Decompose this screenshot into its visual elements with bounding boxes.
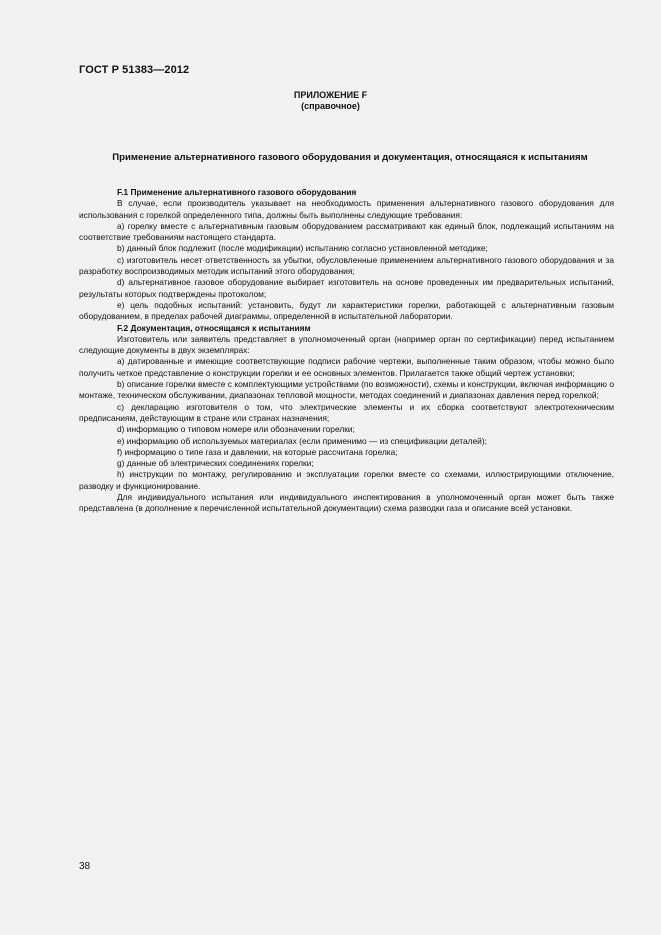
paragraph: с) декларацию изготовителя о том, что электрические элементы и их сборка соответствуют электротехническим предписаниям, действующим в стране или странах назначения; [79, 401, 614, 423]
paragraph: с) изготовитель несет ответственность за убытки, обусловленные применением альтернативного газового оборудования и за разработку воспроизводимых методик испытаний этого оборудования; [79, 254, 614, 277]
subsection-heading: F.1 Применение альтернативного газового оборудования [117, 187, 357, 197]
appendix-title: ПРИЛОЖЕНИЕ F [293, 90, 368, 100]
paragraph: е) цель подобных испытаний: установить, будут ли характеристики горелки, работающей с альтернативным газовым оборудованием, в пределах рабочей диаграммы, определенной в испытательной лаборатории. [79, 299, 614, 322]
paragraph: h) инструкции по монтажу, регулированию и эксплуатации горелки вместе со схемами, иллюстрирующими отключение, разводку и функционирование. [79, 469, 614, 491]
paragraph: Для индивидуального испытания или индивидуального инспектирования в уполномоченный орган может быть также представлена (в дополнение к перечисленной испытательной документации) схема разводки газа и описание всей установки. [79, 492, 614, 514]
paragraph: b) данный блок подлежит (после модификации) испытанию согласно установленной методике; [117, 243, 488, 254]
paragraph: а) датированные и имеющие соответствующие подписи рабочие чертежи, выполненные таким образом, чтобы можно было получить четкое представление о конструкции горелки и ее основных элементов. Прилагается также общий чертеж установки; [79, 356, 614, 378]
paragraph: g) данные об электрических соединениях горелки; [117, 458, 314, 469]
standard-header: ГОСТ Р 51383—2012 [79, 64, 190, 76]
paragraph: е) информацию об используемых материалах (если применимо — из спецификации деталей); [117, 435, 487, 446]
section-title: Применение альтернативного газового оборудования и документация, относящаяся к испытаниям [112, 152, 588, 163]
paragraph: b) описание горелки вместе с комплектующими устройствами (по возможности), схемы и конструкции, включая информацию о монтаже, техническом обслуживании, диапазонах тепловой мощности, методах соединений и диапазонах давления перед горелкой; [79, 379, 614, 401]
subsection-heading: F.2 Документация, относящаяся к испытаниям [117, 322, 311, 333]
page-number: 38 [79, 861, 91, 872]
appendix-subtitle: (справочное) [301, 101, 360, 111]
paragraph: Изготовитель или заявитель представляет в уполномоченный орган (например орган по сертификации) перед испытанием следующие документы в двух экземплярах: [79, 333, 614, 356]
paragraph: В случае, если производитель указывает на необходимость применения альтернативного газового оборудования для использования с горелкой определенного типа, должны быть выполнены следующие требования: [79, 198, 614, 220]
paragraph: f) информацию о типе газа и давлении, на которые рассчитана горелка; [117, 446, 398, 457]
paragraph: d) альтернативное газовое оборудование выбирает изготовитель на основе проведенных им предварительных испытаний, результаты которых подтверждены протоколом; [79, 277, 614, 299]
body-text [79, 187, 614, 515]
paragraph: d) информацию о типовом номере или обозначении горелки; [117, 424, 355, 435]
paragraph: а) горелку вместе с альтернативным газовым оборудованием рассматривают как единый блок, подлежащий испытаниям на соответствие требованиям настоящего стандарта. [79, 220, 614, 243]
